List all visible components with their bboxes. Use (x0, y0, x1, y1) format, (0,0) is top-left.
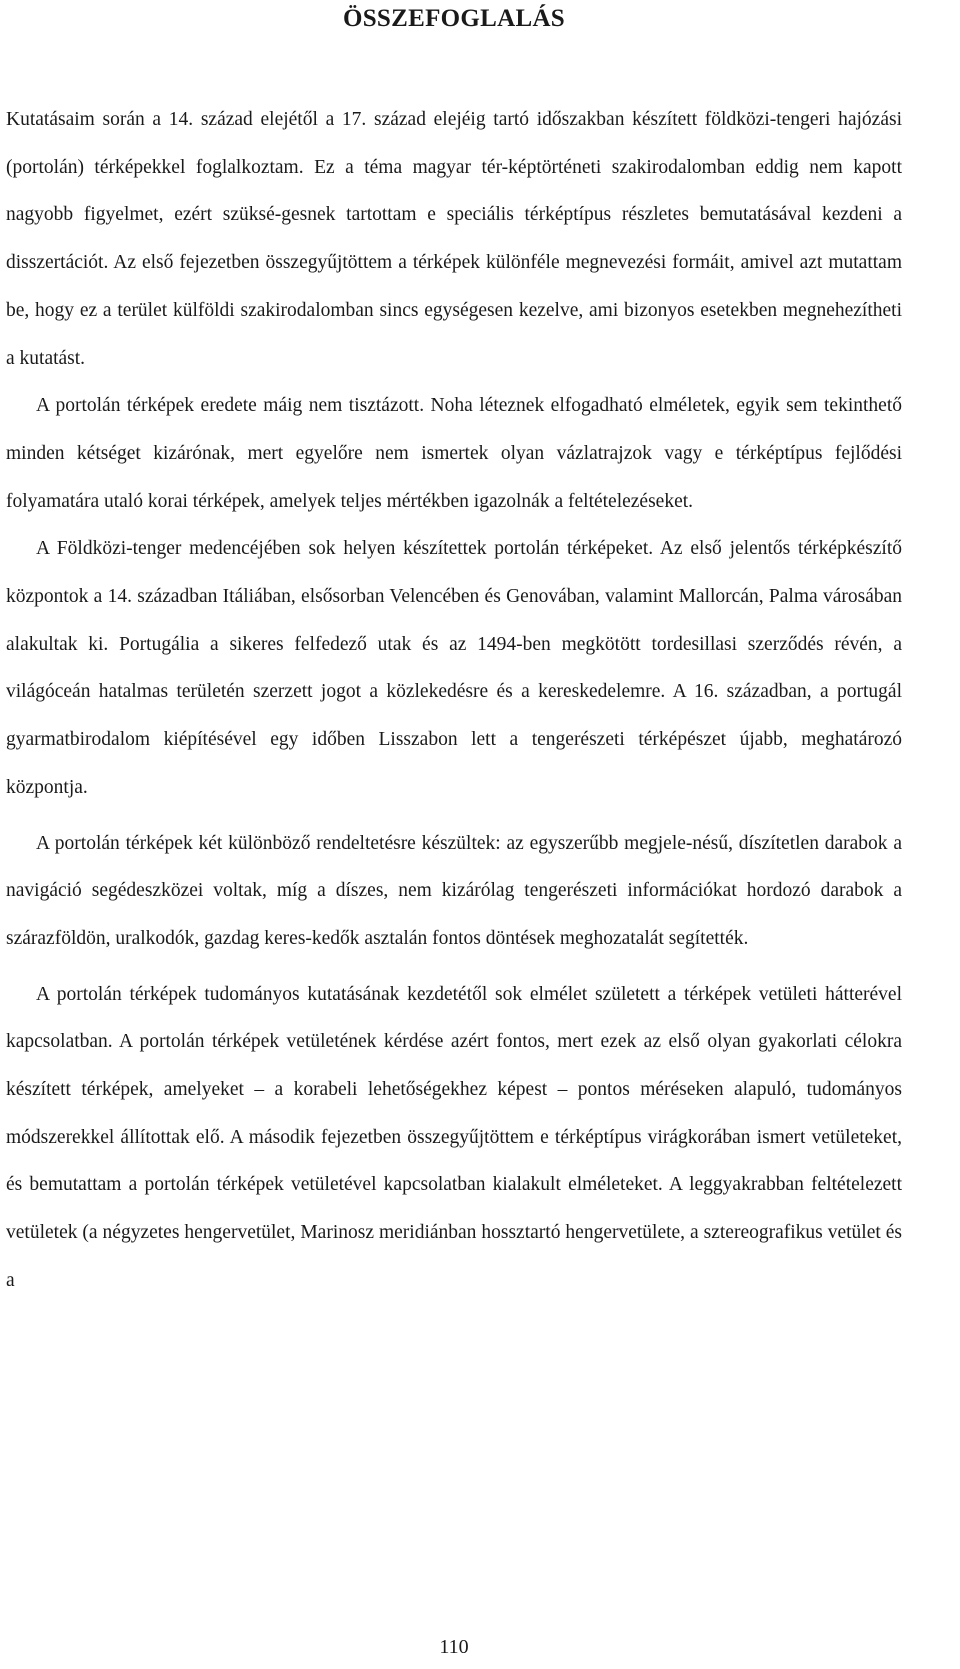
paragraph-origin: A portolán térképek eredete máig nem tisztázott. Noha léteznek elfogadható elméletek, egyik sem tekinthető minden kétséget kizárónak, mert egyelőre nem ismertek olyan vázlatrajzok vagy e térképtípus fejlődési folyamatára utaló korai térképek, amelyek teljes mértékben igazolnák a feltételezéseket. (6, 395, 902, 512)
page-title: ÖSSZEFOGLALÁS (342, 5, 566, 32)
paragraph-spacer (6, 812, 902, 820)
paragraph-spacer (6, 963, 902, 971)
document-page (6, 0, 902, 1658)
paragraph-projection: A portolán térképek tudományos kutatásának kezdetétől sok elmélet született a térképek vetületi hátterével kapcsolatban. A portolán térképek vetületének kérdése azért fontos, mert ezek az első olyan gyakorlati célokra készített térképek, amelyeket – a korabeli lehetőségekhez képest – pontos méréseken alapuló, tudományos módszerekkel állítottak elő. A második fejezetben összegyűjtöttem e térképtípus virágkorában ismert vetületeket, és bemutattam a portolán térképek vetületével kapcsolatban kialakult elméleteket. A leggyakrabban feltételezett vetületek (a négyzetes hengervetület, Marinosz meridiánban hossztartó hengervetülete, a sztereografikus vetület és a (6, 983, 902, 1291)
body-text (6, 96, 902, 1305)
paragraph-purpose: A portolán térképek két különböző rendeltetésre készültek: az egyszerűbb megjele-nésű, díszítetlen darabok a navigáció segédeszközei voltak, míg a díszes, nem kizárólag tengerészeti információkat hordozó darabok a szárazföldön, uralkodók, gazdag keres-kedők asztalán fontos döntések meghozatalát segítették. (6, 832, 902, 949)
paragraph-centers: A Földközi-tenger medencéjében sok helyen készítettek portolán térképeket. Az első jelentős térképkészítő központok a 14. században Itáliában, elsősorban Velencében és Genovában, valamint Mallorcán, Palma városában alakultak ki. Portugália a sikeres felfedező utak és az 1494-ben megkötött tordesillasi szerződés révén, a világóceán hatalmas területén szerzett jogot a közlekedésre és a kereskedelemre. A 16. században, a portugál gyarmatbirodalom kiépítésével egy időben Lisszabon lett a tengerészeti térképészet újabb, meghatározó központja. (6, 538, 902, 798)
page-number: 110 (439, 1636, 469, 1658)
paragraph-intro: Kutatásaim során a 14. század elejétől a 17. század elejéig tartó időszakban készített földközi-tengeri hajózási (portolán) térképekkel foglalkoztam. Ez a téma magyar tér-képtörténeti szakirodalomban eddig nem kapott nagyobb figyelmet, ezért szüksé-gesnek tartottam e speciális térképtípus részletes bemutatásával kezdeni a disszertációt. Az első fejezetben összegyűjtöttem a térképek különféle megnevezési formáit, amivel azt mutattam be, hogy ez a terület külföldi szakirodalomban sincs egységesen kezelve, ami bizonyos esetekben megnehezítheti a kutatást. (6, 109, 902, 369)
